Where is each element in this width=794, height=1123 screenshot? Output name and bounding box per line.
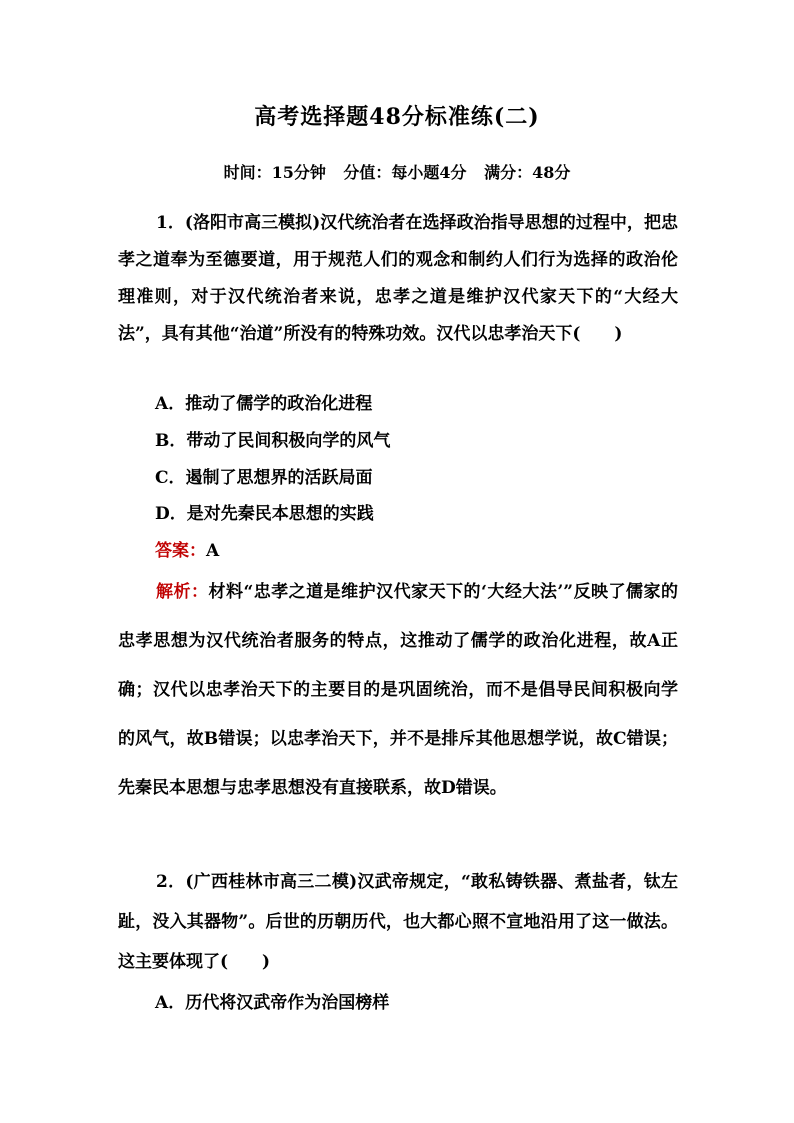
question-1-option-c: C．遏制了思想界的活跃局面 [155,468,373,488]
answer-label: 答案： [155,541,206,561]
question-1-explanation [118,568,678,813]
explanation-label: 解析： [156,582,209,602]
score-per-question: 分值：每小题4分 [343,163,467,182]
question-2-option-a: A．历代将汉武帝作为治国榜样 [155,993,390,1013]
question-1-option-d: D．是对先秦民本思想的实践 [155,504,374,524]
question-2-stem: 2．(广西桂林市高三二模)汉武帝规定，“敢私铸铁器、煮盐者，钛左趾，没入其器物”。后世的历朝历代，也大都心照不宣地沿用了这一做法。这主要体现了( ) [118,872,678,972]
answer-value: A [206,541,220,561]
time-limit: 时间：15分钟 [223,163,326,182]
full-score: 满分：48分 [484,163,571,182]
explanation-text: 材料“忠孝之道是维护汉代家天下的‘大经大法’”反映了儒家的忠孝思想为汉代统治者服务的特点，这推动了儒学的政治化进程，故A正确；汉代以忠孝治天下的主要目的是巩固统治，而不是倡导民间积极向学的风气，故B错误；以忠孝治天下，并不是排斥其他思想学说，故C错误；先秦民本思想与忠孝思想没有直接联系，故D错误。 [118,582,678,798]
page-title: 高考选择题48分标准练(二) [254,104,540,130]
exam-meta [0,160,794,183]
question-1-option-a: A．推动了儒学的政治化进程 [155,394,373,414]
question-1-stem: 1．(洛阳市高三模拟)汉代统治者在选择政治指导思想的过程中，把忠孝之道奉为至德要道，用于规范人们的观念和制约人们行为选择的政治伦理准则，对于汉代统治者来说，忠孝之道是维护汉代家天下的“大经大法”，具有其他“治道”所没有的特殊功效。汉代以忠孝治天下( ) [118,213,678,344]
question-1-option-b: B．带动了民间积极向学的风气 [155,431,391,451]
question-1-answer [155,536,219,561]
